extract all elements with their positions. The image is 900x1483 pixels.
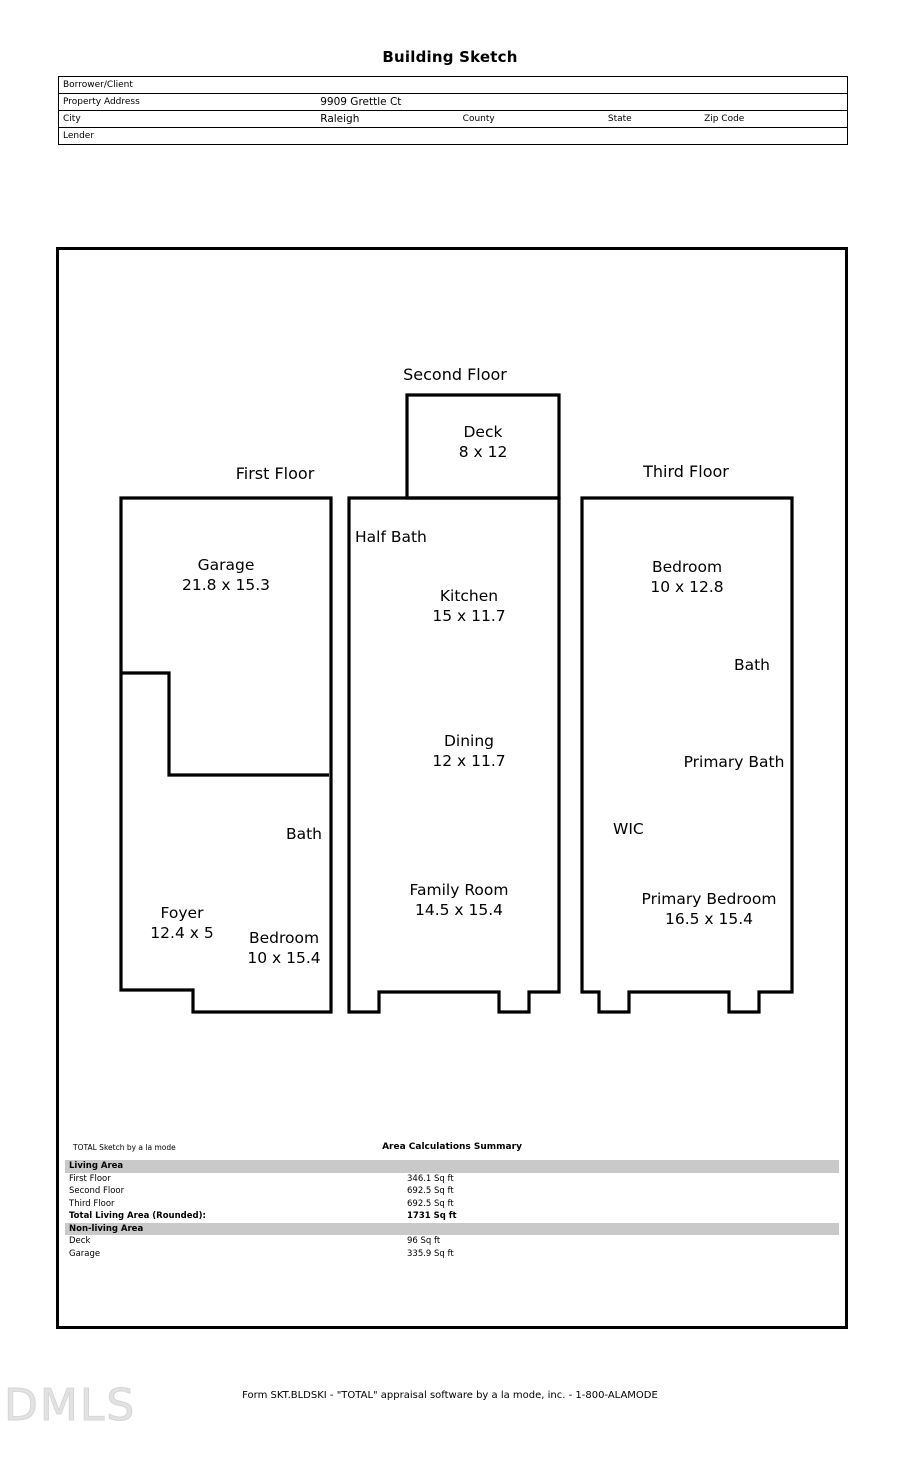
table-row-deck — [65, 1235, 839, 1248]
living-area-section-value — [403, 1160, 581, 1173]
state-label: State — [604, 111, 700, 128]
living-area-section-spacer — [581, 1160, 839, 1173]
room-bedroom-third-name: Bedroom — [651, 558, 723, 576]
county-value — [580, 111, 604, 128]
first-floor-area-label: First Floor — [69, 1173, 111, 1184]
table-row-second-floor — [65, 1185, 839, 1198]
room-foyer-dim: 12.4 x 5 — [150, 924, 214, 942]
table-row-lender — [59, 128, 848, 145]
room-kitchen — [379, 586, 559, 626]
room-half-bath — [355, 527, 515, 547]
room-wic — [583, 819, 763, 839]
nonliving-area-section-spacer — [581, 1223, 839, 1236]
room-garage — [121, 555, 331, 595]
room-deck — [407, 422, 559, 462]
area-calculations-table — [65, 1160, 839, 1260]
zip-label: Zip Code — [700, 111, 847, 128]
first-floor-area-spacer — [581, 1173, 839, 1186]
garage-area-spacer — [581, 1248, 839, 1261]
table-row-borrower — [59, 77, 848, 94]
lender-value — [316, 128, 847, 145]
third-floor-area-spacer — [581, 1198, 839, 1211]
floor-label-first: First Floor — [235, 464, 315, 483]
room-deck-name: Deck — [463, 423, 503, 441]
room-bath-third-name: Bath — [733, 656, 771, 674]
garage-area-value: 335.9 Sq ft — [407, 1248, 454, 1259]
room-primary-bath — [619, 752, 849, 772]
deck-area-value: 96 Sq ft — [407, 1236, 441, 1246]
county-label: County — [459, 111, 580, 128]
room-primary-bedroom-dim: 16.5 x 15.4 — [664, 910, 754, 928]
total-living-area-label: Total Living Area (Rounded): — [69, 1211, 206, 1221]
room-primary-bedroom — [579, 889, 839, 929]
room-foyer-name: Foyer — [160, 904, 204, 922]
sketch-credit: TOTAL Sketch by a la mode — [73, 1143, 176, 1152]
borrower-value — [316, 77, 458, 94]
room-bath-third — [687, 655, 817, 675]
borrower-spacer-2 — [580, 77, 604, 94]
room-dining-dim: 12 x 11.7 — [432, 752, 506, 770]
third-floor-area-label: Third Floor — [69, 1198, 115, 1209]
borrower-label: Borrower/Client — [59, 77, 317, 94]
room-family-room — [359, 880, 559, 920]
second-floor-area-spacer — [581, 1185, 839, 1198]
room-bedroom-third-dim: 10 x 12.8 — [650, 578, 724, 596]
room-primary-bath-name: Primary Bath — [683, 753, 785, 771]
form-footer: Form SKT.BLDSKI - "TOTAL" appraisal software by a la mode, inc. - 1-800-ALAMODE — [242, 1390, 658, 1401]
borrower-spacer-3 — [604, 77, 700, 94]
area-summary-heading: Area Calculations Summary — [382, 1142, 522, 1152]
room-kitchen-dim: 15 x 11.7 — [432, 607, 506, 625]
room-wic-name: WIC — [613, 820, 644, 838]
city-label: City — [59, 111, 317, 128]
table-row-third-floor — [65, 1198, 839, 1211]
total-living-area-value: 1731 Sq ft — [407, 1211, 457, 1221]
room-garage-dim: 21.8 x 15.3 — [181, 576, 271, 594]
floor-label-second: Second Floor — [403, 365, 507, 384]
table-row-city — [59, 111, 848, 128]
table-row-total-living-area — [65, 1210, 839, 1223]
nonliving-area-section-value — [403, 1223, 581, 1236]
table-row-nonliving-area-header — [65, 1223, 839, 1236]
room-garage-name: Garage — [197, 556, 255, 574]
deck-area-spacer — [581, 1235, 839, 1248]
living-area-section-label: Living Area — [65, 1160, 403, 1173]
dmls-watermark: DMLS — [4, 1380, 137, 1431]
property-info-table — [58, 76, 848, 145]
room-bedroom-first — [204, 928, 364, 968]
property-address-label: Property Address — [59, 94, 317, 111]
building-sketch-frame — [56, 247, 848, 1329]
room-half-bath-name: Half Bath — [355, 528, 427, 546]
room-bedroom-third — [587, 557, 787, 597]
borrower-spacer-4 — [700, 77, 847, 94]
nonliving-area-section-label: Non-living Area — [65, 1223, 403, 1236]
table-row-first-floor — [65, 1173, 839, 1186]
floor-label-third: Third Floor — [643, 462, 729, 481]
second-floor-area-value: 692.5 Sq ft — [407, 1186, 454, 1196]
room-dining-name: Dining — [443, 732, 495, 750]
deck-area-label: Deck — [69, 1236, 91, 1246]
table-row-living-area-header — [65, 1160, 839, 1173]
city-value: Raleigh — [316, 111, 458, 128]
room-bath-first — [239, 824, 369, 844]
room-primary-bedroom-name: Primary Bedroom — [641, 890, 777, 908]
room-kitchen-name: Kitchen — [439, 587, 499, 605]
first-floor-area-value: 346.1 Sq ft — [407, 1173, 454, 1184]
total-living-area-spacer — [581, 1210, 839, 1223]
room-dining — [379, 731, 559, 771]
lender-label: Lender — [59, 128, 317, 145]
room-bedroom-first-name: Bedroom — [248, 929, 320, 947]
room-bedroom-first-dim: 10 x 15.4 — [247, 949, 321, 967]
property-address-value: 9909 Grettle Ct — [316, 94, 847, 111]
room-deck-dim: 8 x 12 — [458, 443, 508, 461]
room-family-room-name: Family Room — [409, 881, 509, 899]
table-row-address — [59, 94, 848, 111]
room-bath-first-name: Bath — [285, 825, 323, 843]
garage-area-label: Garage — [69, 1248, 101, 1259]
room-family-room-dim: 14.5 x 15.4 — [414, 901, 504, 919]
borrower-spacer-1 — [459, 77, 580, 94]
page-title: Building Sketch — [382, 48, 518, 66]
second-floor-area-label: Second Floor — [69, 1186, 125, 1196]
third-floor-area-value: 692.5 Sq ft — [407, 1198, 454, 1209]
table-row-garage — [65, 1248, 839, 1261]
